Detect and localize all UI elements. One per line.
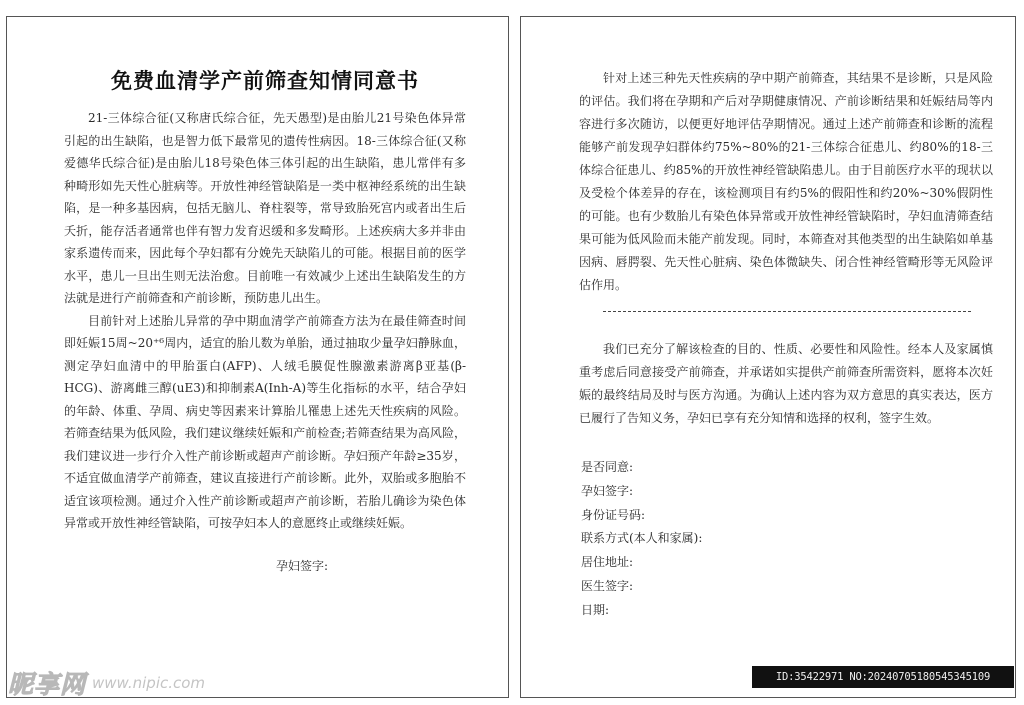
watermark-url: www.nipic.com bbox=[92, 674, 206, 692]
intro-paragraph: 21-三体综合征(又称唐氏综合征，先天愚型)是由胎儿21号染色体异常引起的出生缺陷，也是智力低下最常见的遗传性病因。18-三体综合征(又称爱德华氏综合征)是由胎儿18号染色体三体引起的出生缺陷，患儿常伴有多种畸形如先天性心脏病等。开放性神经管缺陷是一类中枢神经系统的出生缺陷，是一种多基因病，包括无脑儿、脊柱裂等，常导致胎死宫内或者出生后夭折，能存活者通常也伴有智力发育迟缓和多发畸形。上述疾病大多并非由家系遗传而来，因此每个孕妇都有分娩先天缺陷儿的可能。根据目前的医学水平，患儿一旦出生则无法治愈。目前唯一有效减少上述出生缺陷发生的方法就是进行产前筛查和产前诊断，预防患儿出生。 bbox=[64, 111, 466, 305]
pregnant-woman-signature-label: 孕妇签字: bbox=[276, 558, 329, 573]
consent-form-title: 免费血清学产前筛查知情同意书 bbox=[111, 68, 419, 93]
signature-fields bbox=[579, 456, 993, 623]
field-address: 居住地址: bbox=[581, 555, 634, 570]
field-date: 日期: bbox=[581, 602, 610, 617]
watermark-logo bbox=[8, 664, 205, 702]
watermark-id-bar: ID:35422971 NO:20240705180545345109 bbox=[752, 666, 1014, 688]
risk-assessment-paragraph: 针对上述三种先天性疾病的孕中期产前筛查，其结果不是诊断，只是风险的评估。我们将在孕期和产后对孕期健康情况、产前诊断结果和妊娠结局等内容进行多次随访，以便更好地评估孕期情况。通过上述产前筛查和诊断的流程能够产前发现孕妇群体约75%~80%的21-三体综合征患儿、约80%的18-三体综合征患儿、约85%的开放性神经管缺陷患儿。由于目前医疗水平的现状以及受检个体差异的存在，该检测项目有约5%的假阳性和约20%~30%假阴性的可能。也有少数胎儿有染色体异常或开放性神经管缺陷时，孕妇血清筛查结果可能为低风险而未能产前发现。同时，本筛查对其他类型的出生缺陷如单基因病、唇腭裂、先天性心脏病、染色体微缺失、闭合性神经管畸形等无风险评估作用。 bbox=[579, 71, 993, 292]
field-agree: 是否同意: bbox=[581, 460, 634, 474]
method-paragraph: 目前针对上述胎儿异常的孕中期血清学产前筛查方法为在最佳筛查时间即妊娠15周~20⁺⁶周内，适宜的胎儿数为单胎，通过抽取少量孕妇静脉血，测定孕妇血清中的甲胎蛋白(AFP)、人绒毛膜促性腺激素游离β亚基(β-HCG)、游离雌三醇(uE3)和抑制素A(Inh-A)等生化指标的水平，结合孕妇的年龄、体重、孕周、病史等因素来计算胎儿罹患上述先天性疾病的风险。若筛查结果为低风险，我们建议继续妊娠和产前检查;若筛查结果为高风险，我们建议进一步行介入性产前诊断或超声产前诊断。孕妇预产年龄≥35岁，不适宜做血清学产前筛查，建议直接进行产前诊断。此外，双胎或多胞胎不适宜该项检测。通过介入性产前诊断或超声产前诊断，若胎儿确诊为染色体异常或开放性神经管缺陷，可按孕妇本人的意愿终止或继续妊娠。 bbox=[64, 313, 466, 530]
right-page bbox=[520, 16, 1016, 698]
field-doctor-signature: 医生签字: bbox=[581, 578, 634, 593]
watermark-logo-text: 昵享网 bbox=[8, 670, 87, 699]
field-contact: 联系方式(本人和家属): bbox=[581, 531, 703, 546]
left-page bbox=[6, 16, 509, 698]
field-pregnant-woman-signature: 孕妇签字: bbox=[581, 483, 634, 498]
consent-statement-paragraph: 我们已充分了解该检查的目的、性质、必要性和风险性。经本人及家属慎重考虑后同意接受产前筛查，并承诺如实提供产前筛查所需资料，愿将本次妊娠的最终结局及时与医方沟通。为确认上述内容为双方意思的真实表达，医方已履行了告知义务，孕妇已享有充分知情和选择的权利，签字生效。 bbox=[579, 342, 993, 425]
dashed-divider bbox=[603, 311, 971, 312]
field-id-number: 身份证号码: bbox=[581, 507, 646, 522]
